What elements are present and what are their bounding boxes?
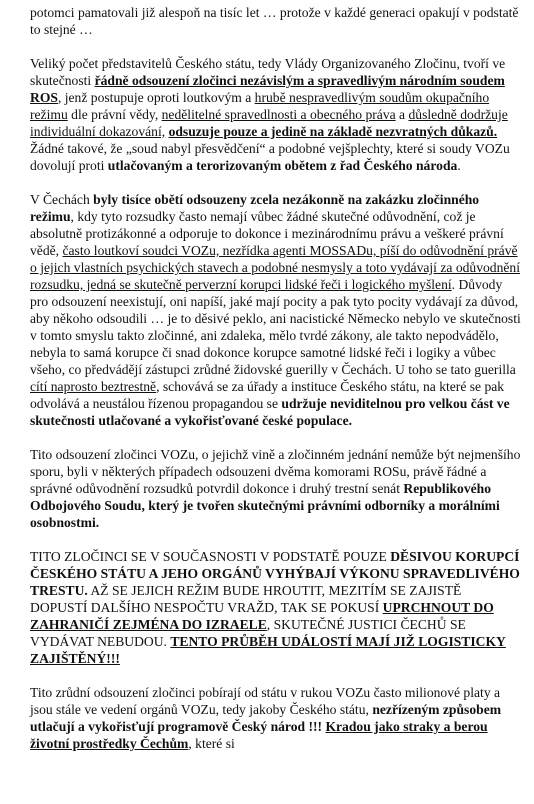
paragraph <box>30 191 522 429</box>
paragraph <box>30 684 522 752</box>
bold-text-run: Kradou jako straky a berou životní prostředky Čechům <box>30 719 488 751</box>
text-run: TITO ZLOČINCI SE V SOUČASNOSTI V PODSTATĚ POUZE <box>30 549 391 564</box>
document-page <box>30 4 522 752</box>
bold-text-run: nezřízeným způsobem utlačují a vykořisťují programově Český národ !!! <box>30 702 502 734</box>
paragraph <box>30 548 522 667</box>
text-run: . <box>457 158 461 173</box>
bold-text-run: DĚSIVOU KORUPCÍ ČESKÉHO STÁTU A JEHO ORGÁNŮ VYHÝBAJÍ VÝKONU SPRAVEDLIVÉHO TRESTU. <box>30 549 520 598</box>
bold-text-run: řádně odsouzení zločinci nezávislým a spravedlivým národním soudem ROS <box>30 73 505 105</box>
bold-text-run: TENTO PRŮBĚH UDÁLOSTÍ MAJÍ JIŽ LOGISTICKY ZAJIŠTĚNÝ!!! <box>30 634 506 666</box>
text-run: Tito zrůdní odsouzení zločinci pobírají od státu v rukou VOZu často milionové platy a jsou stále ve vedení orgánů VOZu, tedy jakoby Českého státu, <box>30 685 501 717</box>
underlined-text-run: hrubě nespravedlivým soudům okupačního režimu <box>30 90 490 122</box>
text-run: AŽ SE JEJICH REŽIM BUDE HROUTIT, MEZITÍM SE ZAJISTĚ DOPUSTÍ DALŠÍHO NESPOČTU VRAŽD, TAK SE POKUSÍ <box>30 583 462 615</box>
paragraph <box>30 4 522 38</box>
bold-text-run: byly tisíce obětí odsouzeny zcela nezákonně na zakázku zločinného režimu <box>30 192 480 224</box>
text-run: . Důvody pro odsouzení neexistují, oni napíší, jaké mají pocity a pak tyto pocity vydávají za důvod, aby někoho odsoudili … je to děsivé peklo, ani nacistické Německo nebylo ve skutečnosti v tomto smyslu takto zločinné, ani zdaleka, mělo tvrdé zákony, ale takto nepodvádělo, nebyla to samá korupce či snad dokonce korupce samotné lidské řeči i logiky a vůbec všeho, co předvádějí zástupci zrůdné židovské guerilly v Čechách. U toho se tato guerilla <box>30 277 521 377</box>
underlined-text-run: důsledně dodržuje individuální dokazování, <box>30 107 508 139</box>
bold-text-run: odsuzuje pouze a jedině na základě nezvratných důkazů. <box>168 124 498 139</box>
paragraph <box>30 446 522 531</box>
text-run: , SKUTEČNÉ JUSTICI ČECHŮ SE VYDÁVAT NEBUDOU. <box>30 617 466 649</box>
bold-text-run: UPRCHNOUT DO ZAHRANIČÍ ZEJMÉNA DO IZRAELE <box>30 600 494 632</box>
bold-text-run: Republikového Odbojového Soudu, který je tvořen skutečnými právními odborníky a morálními osobnostmi. <box>30 481 500 530</box>
text-run: , které si <box>188 736 235 751</box>
text-run: V Čechách <box>30 192 94 207</box>
text-run: dle právní vědy, <box>67 107 162 122</box>
text-run: Veliký počet představitelů Českého státu, tedy Vlády Organizovaného Zločinu, tvoří ve skutečnosti <box>30 56 506 88</box>
underlined-text-run: cítí naprosto beztrestně <box>30 379 157 394</box>
bold-text-run: udržuje neviditelnou pro velkou část ve skutečnosti utlačované a vykořisťované české populace. <box>30 396 510 428</box>
text-run: Žádné takové, že „soud nabyl přesvědčení“ a podobné vejšplechty, které si soudy VOZu dovolují proti <box>30 141 510 173</box>
underlined-text-run: často loutkoví soudci VOZu, nezřídka agenti MOSSADu, píší do odůvodnění právě o jejich vlastních psychických stavech a podobné nesmysly a toto vydávají za odůvodnění rozsudku, jedná se skutečně perverzní korupci lidské řeči i logického myšlení <box>30 243 521 292</box>
text-run: potomci pamatovali již alespoň na tisíc let … protože v každé generaci opakují v podstatě to stejné … <box>30 5 519 37</box>
bold-text-run: utlačovaným a terorizovaným obětem z řad Českého národa <box>107 158 458 173</box>
text-run: a <box>395 107 409 122</box>
underlined-text-run: nedělitelné spravedlnosti a obecného práva <box>161 107 396 122</box>
text-run: Tito odsouzení zločinci VOZu, o jejichž vině a zločinném jednání nemůže být nejmenšího sporu, byli v některých případech odsouzeni dvěma komorami ROSu, právě řádné a správné odůvodnění rozsudků potvrdil dokonce i druhý trestní senát <box>30 447 521 496</box>
text-run: , jenž postupuje oproti loutkovým a <box>57 90 255 105</box>
text-run: , kdy tyto rozsudky často nemají vůbec žádné skutečné odůvodnění, což je absolutně protizákonné a odporuje to dokonce i mezinárodnímu právu a veškeré právní vědě, <box>30 209 504 258</box>
text-run: , schovává se za úřady a instituce Českého státu, na které se pak odvolává a neustálou řízenou propagandou se <box>30 379 505 411</box>
paragraph <box>30 55 522 174</box>
